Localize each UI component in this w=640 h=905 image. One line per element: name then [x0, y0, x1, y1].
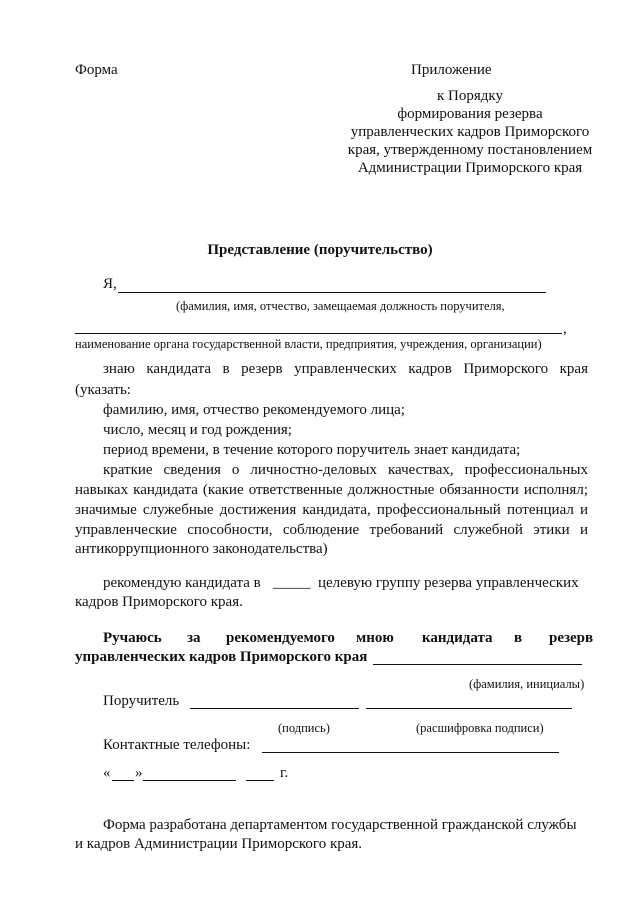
- guarantor-hint: (фамилия, имя, отчество, замещаемая должность поручителя,: [176, 299, 505, 313]
- guarantee-word: мною: [356, 630, 394, 646]
- form-label: Форма: [75, 62, 118, 78]
- signature-line: [190, 708, 359, 709]
- list-item: фамилию, имя, отчество рекомендуемого лица;: [103, 402, 405, 418]
- appendix-line: управленческих кадров Приморского: [350, 124, 590, 140]
- guarantee-word: кандидата: [422, 630, 493, 646]
- brief-line: навыках кандидата (какие ответственные должностные обязанности исполнял;: [75, 482, 588, 498]
- brief-line: управленческие способности, соблюдение требований служебной этики и: [75, 522, 588, 538]
- appendix-line: формирования резерва: [397, 106, 543, 122]
- footer-line1: Форма разработана департаментом государственной гражданской службы: [103, 817, 577, 833]
- decode-hint: (расшифровка подписи): [416, 721, 544, 735]
- candidate-name-line: [373, 664, 582, 665]
- ya-label: Я,: [103, 276, 117, 292]
- list-item: период времени, в течение которого поручитель знает кандидата;: [103, 442, 521, 458]
- guarantor-label: Поручитель: [103, 693, 180, 709]
- appendix-title: Приложение: [411, 62, 492, 78]
- organization-hint: наименование органа государственной власти, предприятия, учреждения, организации): [75, 337, 542, 351]
- brief-line-last: антикоррупционного законодательства): [75, 541, 328, 557]
- recommend-part2: целевую группу резерва управленческих: [318, 575, 579, 591]
- know-line: знаю кандидата в резерв управленческих кадров Приморского края: [103, 361, 588, 377]
- phones-line: [262, 752, 559, 753]
- guarantee-word: в: [514, 630, 523, 646]
- guarantee-word: рекомендуемого: [226, 630, 335, 646]
- guarantee-word: за: [187, 630, 201, 646]
- appendix-line: к Порядку: [437, 88, 503, 104]
- list-item: число, месяц и год рождения;: [103, 422, 292, 438]
- group-blank: _____: [273, 575, 311, 591]
- document-title: Представление (поручительство): [207, 242, 433, 258]
- year-suffix: г.: [280, 765, 289, 781]
- brief-line: значимые служебные достижения кандидата, профессиональный потенциал и: [75, 502, 588, 518]
- date-day-line: [112, 780, 134, 781]
- date-month-line: [143, 780, 236, 781]
- signature-hint: (подпись): [278, 721, 330, 735]
- recommend-part1: рекомендую кандидата в: [103, 575, 261, 591]
- brief-line: краткие сведения о личностно-деловых качествах, профессиональных: [103, 462, 588, 478]
- phones-label: Контактные телефоны:: [103, 737, 251, 753]
- signature-decode-line: [366, 708, 572, 709]
- footer-line2: и кадров Администрации Приморского края.: [75, 836, 363, 852]
- candidate-hint: (фамилия, инициалы): [469, 677, 585, 691]
- comma: ,: [563, 321, 567, 337]
- specify-label: (указать:: [75, 382, 131, 398]
- organization-line: [75, 333, 562, 334]
- date-close-quote: »: [135, 765, 143, 781]
- guarantor-name-line: [118, 292, 546, 293]
- guarantee-word: Ручаюсь: [103, 630, 162, 646]
- date-year-line: [246, 780, 274, 781]
- appendix-line: края, утвержденному постановлением: [347, 142, 593, 158]
- recommend-line2: кадров Приморского края.: [75, 594, 243, 610]
- guarantee-word: резерв: [549, 630, 594, 646]
- guarantee-line2: управленческих кадров Приморского края: [75, 649, 368, 665]
- appendix-line: Администрации Приморского края: [357, 160, 583, 176]
- date-open-quote: «: [103, 765, 111, 781]
